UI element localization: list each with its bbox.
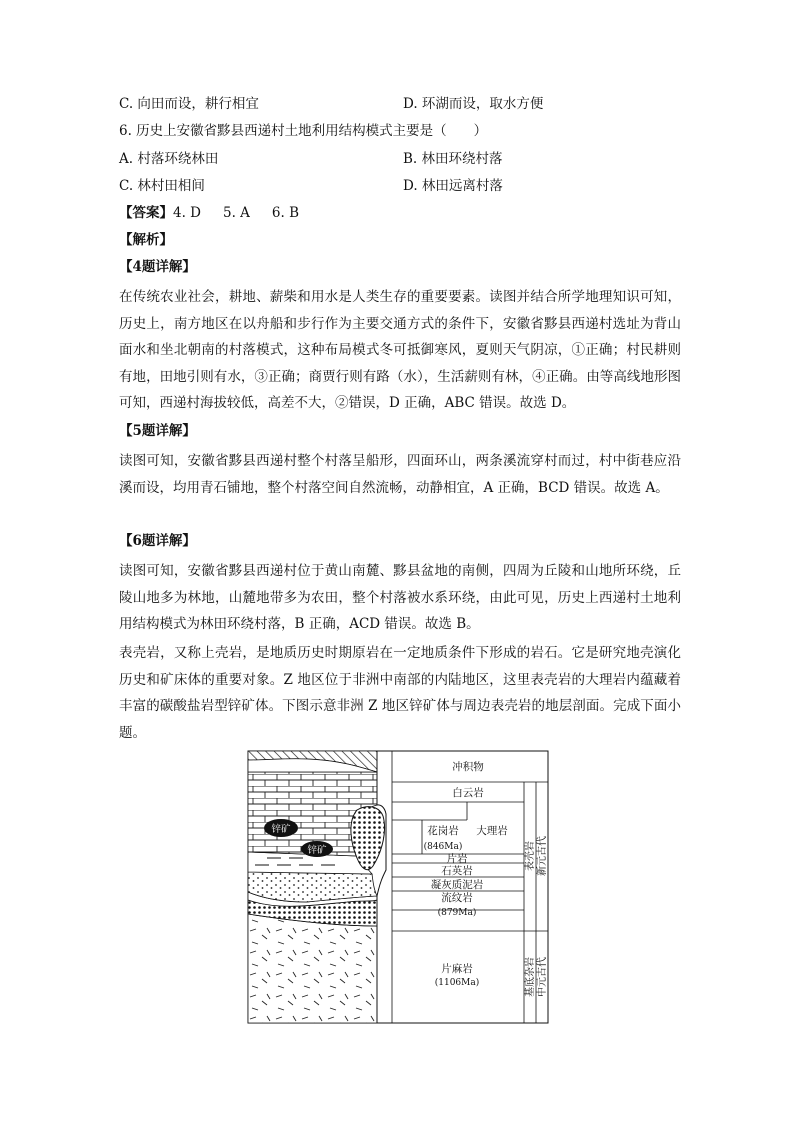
q4-detail-label: 【4题详解】	[119, 259, 196, 275]
quartzite-layer	[248, 872, 377, 902]
zinc-ore-1-label: 锌矿	[271, 824, 291, 835]
q3-option-d: D. 环湖而设，取水方便	[403, 96, 544, 112]
label-granite-age: (846Ma)	[423, 842, 463, 852]
label-rhyolite-age: (879Ma)	[437, 908, 477, 918]
q3-option-c: C. 向田而设，耕行相宜	[119, 96, 259, 112]
label-supracrustal: 表壳岩	[525, 841, 536, 871]
label-basement: 基底杂岩	[525, 957, 536, 997]
q5-detail-label: 【5题详解】	[119, 423, 196, 439]
label-dolomite: 白云岩	[452, 787, 484, 799]
q5-detail-text: 读图可知，安徽省黟县西递村整个村落呈船形，四面环山，两条溪流穿村而过，村中街巷应沿溪而设，均用青石铺地，整个村落空间自然流畅，动静相宜，A 正确，BCD 错误。故选 A。	[119, 453, 681, 496]
q6-option-d: D. 林田远离村落	[403, 178, 503, 194]
intro-text: 表壳岩，又称上壳岩，是地质历史时期原岩在一定地质条件下形成的岩石。它是研究地壳演化历史和矿床体的重要对象。Z 地区位于非洲中南部的内陆地区，这里表壳岩的大理岩内蕴藏着丰富的碳酸盐岩型锌矿体。下图示意非洲 Z 地区锌矿体与周边表壳岩的地层剖面。完成下面小题。	[119, 645, 681, 741]
label-mesoproterozoic: 中元古代	[537, 957, 548, 997]
label-quartzite: 石英岩	[441, 865, 473, 877]
label-gneiss: 片麻岩	[441, 963, 473, 975]
answer-line	[119, 203, 321, 223]
label-rhyolite: 流纹岩	[441, 892, 473, 904]
answer-6: 6. B	[271, 205, 300, 221]
q6-option-a: A. 村落环绕林田	[119, 151, 219, 167]
label-granite: 花岗岩	[427, 825, 459, 837]
q6-detail-text: 读图可知，安徽省黟县西递村位于黄山南麓、黟县盆地的南侧，四周为丘陵和山地所环绕，丘陵山地多为林地，山麓地带多为农田，整个村落被水系环绕，由此可见，历史上西递村土地利用结构模式为林田环绕村落，B 正确，ACD 错误。故选 B。	[119, 563, 681, 632]
geologic-section-figure	[247, 750, 549, 1024]
q6-option-b: B. 林田环绕村落	[403, 151, 503, 167]
answer-4: 4. D	[173, 205, 201, 221]
label-sediment: 冲积物	[452, 761, 484, 773]
label-tuff: 凝灰质泥岩	[430, 879, 484, 891]
label-neoproterozoic: 新元古代	[537, 836, 548, 876]
analysis-label: 【解析】	[119, 232, 173, 248]
answer-5: 5. A	[223, 205, 250, 221]
label-gneiss-age: (1106Ma)	[434, 978, 480, 988]
zinc-ore-2-label: 锌矿	[307, 845, 327, 856]
zinc-ore-2	[301, 841, 333, 857]
q6-option-c: C. 林村田相间	[119, 178, 205, 194]
q4-detail-text: 在传统农业社会，耕地、薪柴和用水是人类生存的重要要素。读图并结合所学地理知识可知，历史上，南方地区在以舟船和步行作为主要交通方式的条件下，安徽省黟县西递村选址为背山面水和坐北朝南的村落模式，这种布局模式冬可抵御寒风，夏则天气阴凉，①正确；村民耕则有地，田地引则有水，③正确；商贾行则有路（水），生活薪则有林，④正确。由等高线地形图可知，西递村海拔较低，高差不大，②错误，D 正确，ABC 错误。故选 D。	[119, 289, 681, 411]
section-drawing	[248, 751, 386, 1023]
q6-stem: 6. 历史上安徽省黟县西递村土地利用结构模式主要是（ ）	[119, 123, 488, 139]
zinc-ore-1	[264, 819, 298, 837]
label-schist: 片岩	[446, 853, 468, 865]
label-marble: 大理岩	[476, 825, 508, 837]
answer-label: 【答案】	[119, 205, 173, 221]
gneiss-layer	[248, 914, 377, 1023]
q6-detail-label: 【6题详解】	[119, 533, 196, 549]
